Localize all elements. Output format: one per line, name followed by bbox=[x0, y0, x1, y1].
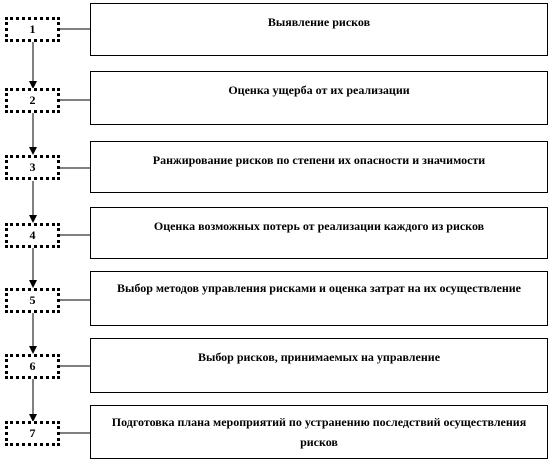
step-box-2 bbox=[90, 71, 548, 125]
step-number-1: 1 bbox=[5, 17, 60, 42]
step-box-5 bbox=[90, 271, 548, 326]
step-number-7: 7 bbox=[5, 421, 60, 446]
step-box-6 bbox=[90, 338, 548, 393]
step-text-7: Подготовка плана мероприятий по устранению последствий осуществления рисков bbox=[111, 415, 527, 449]
step-text-3: Ранжирование рисков по степени их опасности и значимости bbox=[152, 153, 486, 167]
step-text-2: Оценка ущерба от их реализации bbox=[228, 83, 410, 97]
step-box-4 bbox=[90, 207, 548, 259]
step-number-6: 6 bbox=[5, 354, 60, 379]
step-text-1: Выявление рисков bbox=[267, 15, 371, 29]
step-number-3: 3 bbox=[5, 155, 60, 180]
step-box-7 bbox=[90, 405, 548, 459]
step-number-2: 2 bbox=[5, 88, 60, 113]
step-box-1 bbox=[90, 3, 548, 56]
step-number-4: 4 bbox=[5, 223, 60, 248]
step-text-6: Выбор рисков, принимаемых на управление bbox=[197, 350, 441, 364]
step-box-3 bbox=[90, 141, 548, 193]
step-number-5: 5 bbox=[5, 288, 60, 313]
step-text-4: Оценка возможных потерь от реализации каждого из рисков bbox=[153, 219, 485, 233]
step-text-5: Выбор методов управления рисками и оценка затрат на их осуществление bbox=[116, 281, 522, 295]
